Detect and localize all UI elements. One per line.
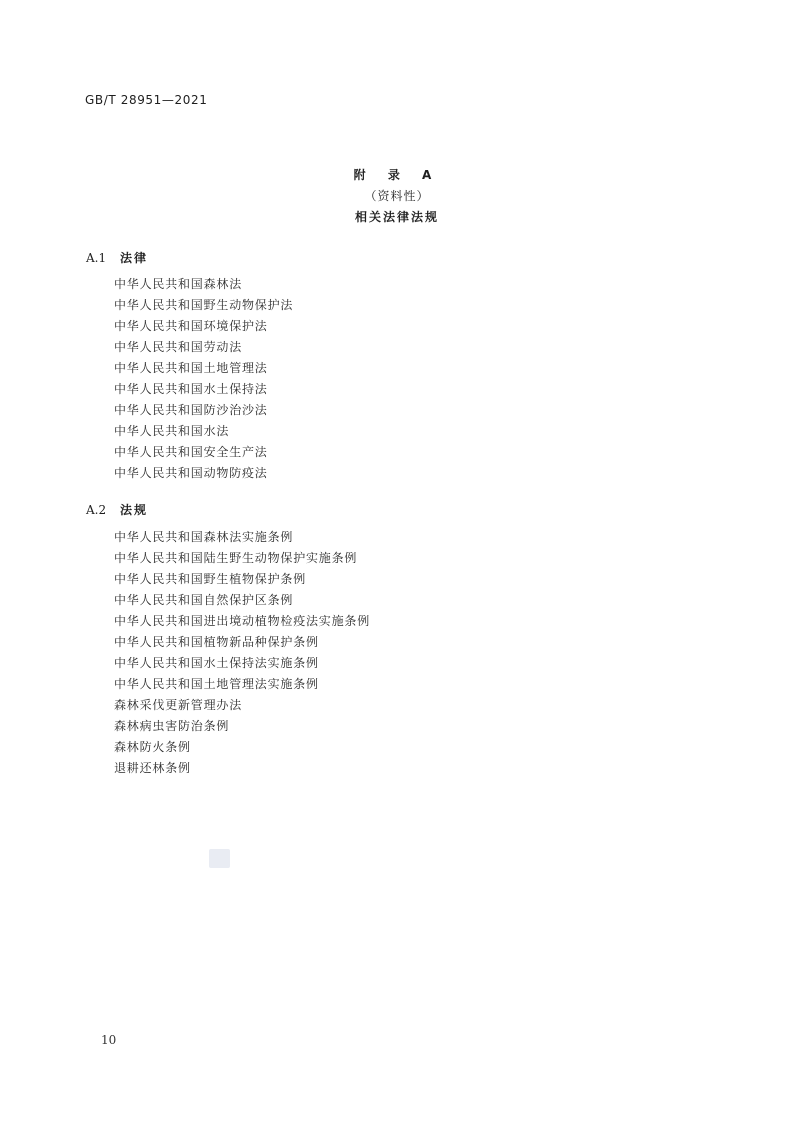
list-item: 中华人民共和国防沙治沙法	[114, 403, 268, 417]
page-number: 10	[101, 1033, 117, 1047]
list-item: 中华人民共和国水土保持法	[114, 382, 268, 396]
section-heading-laws	[86, 249, 148, 266]
list-item: 中华人民共和国动物防疫法	[114, 466, 268, 480]
list-item: 中华人民共和国环境保护法	[114, 319, 268, 333]
list-item: 中华人民共和国森林法	[114, 277, 243, 291]
appendix-nature: （资料性）	[364, 189, 430, 203]
section-number: A.2	[86, 503, 107, 517]
appendix-label: 附 录 A	[353, 168, 441, 182]
list-item: 森林防火条例	[114, 740, 191, 754]
list-item: 森林采伐更新管理办法	[114, 698, 243, 712]
appendix-title: 相关法律法规	[354, 210, 439, 224]
list-item: 中华人民共和国劳动法	[114, 340, 243, 354]
standard-code-header: GB/T 28951—2021	[85, 93, 208, 107]
list-item: 森林病虫害防治条例	[114, 719, 230, 733]
scan-smudge	[209, 849, 230, 868]
laws-list	[114, 274, 293, 484]
list-item: 中华人民共和国自然保护区条例	[114, 593, 294, 607]
list-item: 中华人民共和国安全生产法	[114, 445, 268, 459]
list-item: 中华人民共和国水土保持法实施条例	[114, 656, 319, 670]
list-item: 中华人民共和国森林法实施条例	[114, 530, 294, 544]
list-item: 中华人民共和国土地管理法	[114, 361, 268, 375]
section-heading-regulations	[86, 501, 148, 518]
list-item: 中华人民共和国水法	[114, 424, 230, 438]
list-item: 中华人民共和国土地管理法实施条例	[114, 677, 319, 691]
regulations-list	[114, 527, 370, 779]
list-item: 中华人民共和国进出境动植物检疫法实施条例	[114, 614, 371, 628]
section-title: 法律	[120, 251, 149, 265]
list-item: 退耕还林条例	[114, 761, 191, 775]
section-title: 法规	[120, 503, 149, 517]
list-item: 中华人民共和国植物新品种保护条例	[114, 635, 319, 649]
list-item: 中华人民共和国野生植物保护条例	[114, 572, 307, 586]
list-item: 中华人民共和国陆生野生动物保护实施条例	[114, 551, 358, 565]
section-number: A.1	[86, 251, 107, 265]
list-item: 中华人民共和国野生动物保护法	[114, 298, 294, 312]
